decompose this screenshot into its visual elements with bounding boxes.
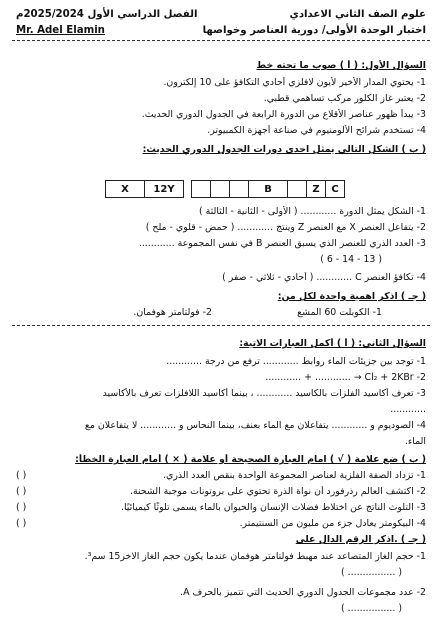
term-heading: الفصل الدراسي الأول 2025/2024م <box>16 9 198 20</box>
periodic-period-grid <box>105 180 375 196</box>
grid-cell-y: 12Y <box>144 180 184 198</box>
q1-b-title: ( ب ) الشكل التالي يمثل احدى دورات الجدول الدوري الحديث: <box>142 144 426 155</box>
q1-item-1: 1- يحتوي المدار الأخير لأيون لافلزي أحادي التكافؤ على 10 إلكترون. <box>163 77 426 88</box>
q2-b-title: ( ب ) ضع علامة ( √ ) امام العبارة الصحيحة أو علامة ( × ) أمام العبارة الخطأ: <box>75 454 426 465</box>
q2-b-item-4: 4- البيكومتر يعادل جزء من مليون من السنتيمتر. <box>239 518 426 529</box>
grid-cell-x: X <box>105 180 145 198</box>
q1-b-item-1: 1- الشكل يمثل الدورة ............ ( الأولى - الثانية - الثالثة ) <box>199 206 426 217</box>
grid-cell-z: Z <box>306 180 326 198</box>
answer-bracket[interactable]: ( ) <box>16 486 27 497</box>
q2-c-item-1: 1- حجم الغاز المتصاعد عند مهبط فولتامتر هوفمان عندما يكون حجم الغاز الاخر15 سم³. <box>84 551 426 562</box>
grid-cell-empty <box>210 180 230 198</box>
grid-cell-empty <box>191 180 211 198</box>
q1-item-3: 3- يبدأ ظهور عناصر الأقلاع من الدورة الرابعة في الجدول الدوري الحديث. <box>141 109 426 120</box>
q2-item-1: 1- توجد بين جزيئات الماء روابط ............ ترفع من درجة ............ <box>166 356 426 367</box>
grid-cell-empty <box>229 180 249 198</box>
q1-b-item-3: 3- العدد الذري للعنصر الذي يسبق العنصر B في نفس المجموعة ............ <box>138 238 426 249</box>
q1-c-title: ( جـ ) اذكر اهمية واحدة لكل من: <box>277 291 426 302</box>
answer-bracket[interactable]: ( ) <box>16 470 27 481</box>
q2-item-3: 3- تعرف أكاسيد الفلزات بالكاسيد ............ ، بينما أكاسيد اللافلزات تعرف بالأكاسيد <box>102 388 426 399</box>
q2-b-item-1: 1- تزداد الصفة الفلزية لعناصر المجموعة الواحدة بنقص العدد الذري. <box>163 470 426 481</box>
q2-c-item-1-answer[interactable]: ( ................ ) <box>341 567 402 578</box>
q2-c-title: ( جـ ) .اذكر الرقم الدال على <box>295 534 426 545</box>
exam-title: اختبار الوحدة الأولى/ دورية العناصر وخواصها <box>202 25 426 36</box>
q1-c-item-2: 2- فولتامتر هوفمان. <box>133 307 212 318</box>
q1-item-4: 4- تستخدم شرائح الألومنيوم في صناعة أجهزة الكمبيوتر. <box>207 125 426 136</box>
q2-item-2: 2- Cl₂ + 2KBr → ............ + ............ <box>265 372 426 383</box>
q2-item-4: 4- الصوديوم و ............ يتفاعلان مع الماء بعنف، بينما النحاس و ............ لا يتفاعلان مع <box>84 420 426 431</box>
q2-title: السؤال الثاني: ( أ ) أكمل العبارات الاتية: <box>239 338 426 349</box>
answer-bracket[interactable]: ( ) <box>16 502 27 513</box>
q1-title: السؤال الأول: ( أ ) صوب ما تحته خط <box>256 60 426 71</box>
answer-bracket[interactable]: ( ) <box>16 518 27 529</box>
subject-heading: علوم الصف الثاني الاعدادي <box>289 9 426 20</box>
q1-b-item-3-choices: ( 13 - 14 - 6 ) <box>320 254 382 265</box>
grid-cell-empty <box>287 180 307 198</box>
teacher-name: Mr. Adel Elamin <box>16 25 105 36</box>
section-divider <box>12 325 430 326</box>
q2-b-item-3: 3- التلوث الناتج عن اختلاط فضلات الإنسان والحيوان بالماء يسمى تلوثًا كيميائيًا. <box>120 502 426 513</box>
grid-cell-b: B <box>248 180 288 198</box>
header-divider <box>12 40 430 41</box>
grid-cell-c: C <box>325 180 345 198</box>
q1-c-item-1: 1- الكوبلت 60 المشع <box>297 307 382 318</box>
q1-b-item-4: 4- تكافؤ العنصر C ............ ( أحادي - ثلاثي - صفر ) <box>222 272 426 283</box>
q2-item-4-cont: الماء. <box>404 436 426 447</box>
q2-c-item-2: 2- عدد مجموعات الجدول الدوري الحديث التي تتميز بالحرف A. <box>180 587 426 598</box>
q2-item-3-cont: ............ <box>390 404 426 415</box>
q2-c-item-2-answer[interactable]: ( ................ ) <box>341 603 402 614</box>
q1-b-item-2: 2- يتفاعل العنصر X مع العنصر Z وينتج ............ ( حمض - قلوي - ملح ) <box>145 222 426 233</box>
q2-b-item-2: 2- اكتشف العالم رذرفورد أن نواة الذرة تحتوي على بروتونات موجبة الشحنة. <box>129 486 426 497</box>
q1-item-2: 2- يعتبر غاز الكلور مركب تساهمي قطبي. <box>263 93 426 104</box>
